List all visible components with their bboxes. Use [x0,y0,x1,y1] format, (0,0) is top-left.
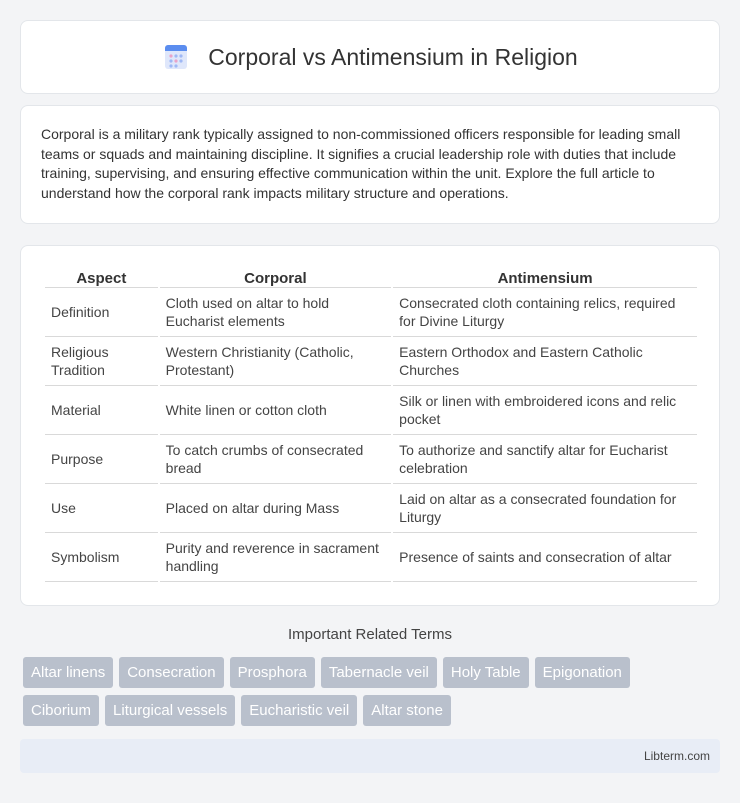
cell-corporal: Placed on altar during Mass [160,484,392,533]
cell-antimensium: Eastern Orthodox and Eastern Catholic Churches [393,337,697,386]
page-title: Corporal vs Antimensium in Religion [208,43,578,70]
cell-aspect: Purpose [45,435,158,484]
title-wrap [162,43,577,71]
related-term-tag[interactable]: Altar stone [363,695,451,726]
related-term-tag[interactable]: Altar linens [23,657,113,688]
cell-aspect: Definition [45,288,158,337]
table-header-row [45,268,697,288]
table-row [45,484,697,533]
cell-corporal: Western Christianity (Catholic, Protestant) [160,337,392,386]
cell-antimensium: Laid on altar as a consecrated foundation for Liturgy [393,484,697,533]
footer-site-link[interactable]: Libterm.com [643,749,710,763]
cell-antimensium: Silk or linen with embroidered icons and relic pocket [393,386,697,435]
cell-antimensium: Consecrated cloth containing relics, required for Divine Liturgy [393,288,697,337]
related-terms-list [23,657,703,726]
header-aspect: Aspect [45,268,158,288]
cell-antimensium: Presence of saints and consecration of altar [393,533,697,582]
cell-aspect: Symbolism [45,533,158,582]
related-term-tag[interactable]: Ciborium [23,695,99,726]
table-row [45,533,697,582]
header-antimensium: Antimensium [393,268,697,288]
cell-antimensium: To authorize and sanctify altar for Eucharist celebration [393,435,697,484]
related-term-tag[interactable]: Holy Table [443,657,529,688]
cell-corporal: To catch crumbs of consecrated bread [160,435,392,484]
table-row [45,435,697,484]
cell-aspect: Material [45,386,158,435]
related-term-tag[interactable]: Epigonation [535,657,630,688]
cell-corporal: Purity and reverence in sacrament handling [160,533,392,582]
related-term-tag[interactable]: Prosphora [230,657,315,688]
cell-corporal: Cloth used on altar to hold Eucharist elements [160,288,392,337]
intro-card [20,105,720,224]
header-corporal: Corporal [160,268,392,288]
related-term-tag[interactable]: Eucharistic veil [241,695,357,726]
comparison-table [43,268,699,582]
table-row [45,337,697,386]
intro-text: Corporal is a military rank typically assigned to non-commissioned officers responsible for leading small teams or squads and maintaining discipline. It signifies a crucial leadership role with duties that include training, supervising, and ensuring effective communication within the unit. Explore the full article to understand how the corporal rank impacts military structure and operations. [41,126,681,201]
related-term-tag[interactable]: Tabernacle veil [321,657,437,688]
header-card [20,20,720,94]
cell-corporal: White linen or cotton cloth [160,386,392,435]
related-term-tag[interactable]: Liturgical vessels [105,695,235,726]
footer [20,739,720,773]
related-terms-title: Important Related Terms [288,626,452,643]
comparison-table-card [20,245,720,606]
table-row [45,288,697,337]
table-row [45,386,697,435]
document-icon [162,43,190,71]
related-term-tag[interactable]: Consecration [119,657,223,688]
cell-aspect: Use [45,484,158,533]
cell-aspect: Religious Tradition [45,337,158,386]
